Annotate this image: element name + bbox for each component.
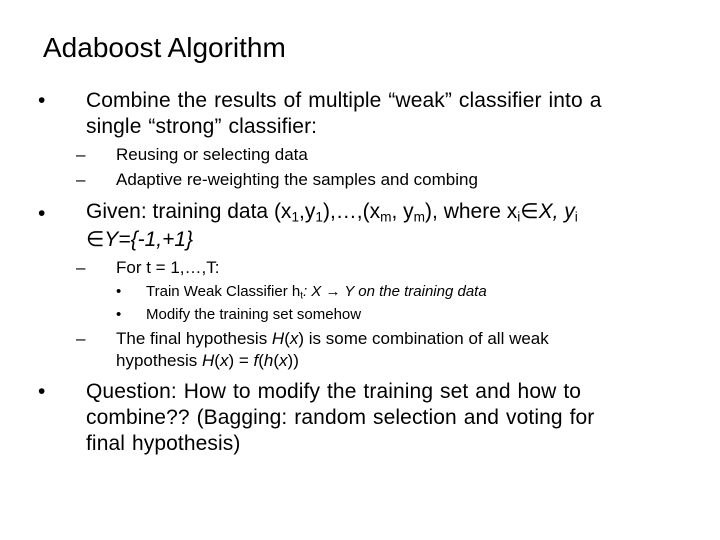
bullet-3-line-3: final hypothesis) [86,432,241,455]
element-of-symbol: ∈ [86,228,105,251]
bullet-2-line-1: Given: training data $(x_1,y_1),\dots,(x_m$, $y_m$), where $x_i\in X$, $y_i$ [86,200,578,225]
bullet-marker: • [38,380,46,403]
slide-title: Adaboost Algorithm [43,32,286,63]
bullet-1-line-1: Combine the results of multiple “weak” classifier into a [86,89,602,112]
dash-marker: – [76,329,86,348]
bullet-marker: • [38,202,46,225]
bullet-marker: • [116,283,122,300]
bullet-1-line-2: single “strong” classifier: [86,115,318,138]
element-of-symbol: ∈ [520,200,539,223]
sub-sub-bullet-train: Train Weak Classifier $h_t$: X → Y on the training data [146,283,487,302]
bullet-3-line-2: combine?? (Bagging: random selection and voting for [86,406,595,429]
dash-marker: – [76,258,86,277]
sub-bullet-adaptive: Adaptive re-weighting the samples and combing [116,170,478,189]
sub-bullet-for-loop: For t = 1,…,T: [116,258,220,277]
arrow-icon: → [325,283,341,300]
dash-marker: – [76,145,86,164]
sub-bullet-final-line-2: hypothesis H(x) = f(h(x)) [116,351,299,370]
dash-marker: – [76,170,86,189]
sub-sub-bullet-modify: Modify the training set somehow [146,306,362,323]
sub-bullet-reusing: Reusing or selecting data [116,145,308,164]
bullet-3-line-1: Question: How to modify the training set and how to [86,380,582,403]
bullet-2-line-2: ∈Y={-1,+1} [86,228,194,251]
bullet-marker: • [38,89,46,112]
sub-bullet-final-line-1: The final hypothesis H(x) is some combination of all weak [116,329,549,348]
bullet-marker: • [116,306,122,323]
